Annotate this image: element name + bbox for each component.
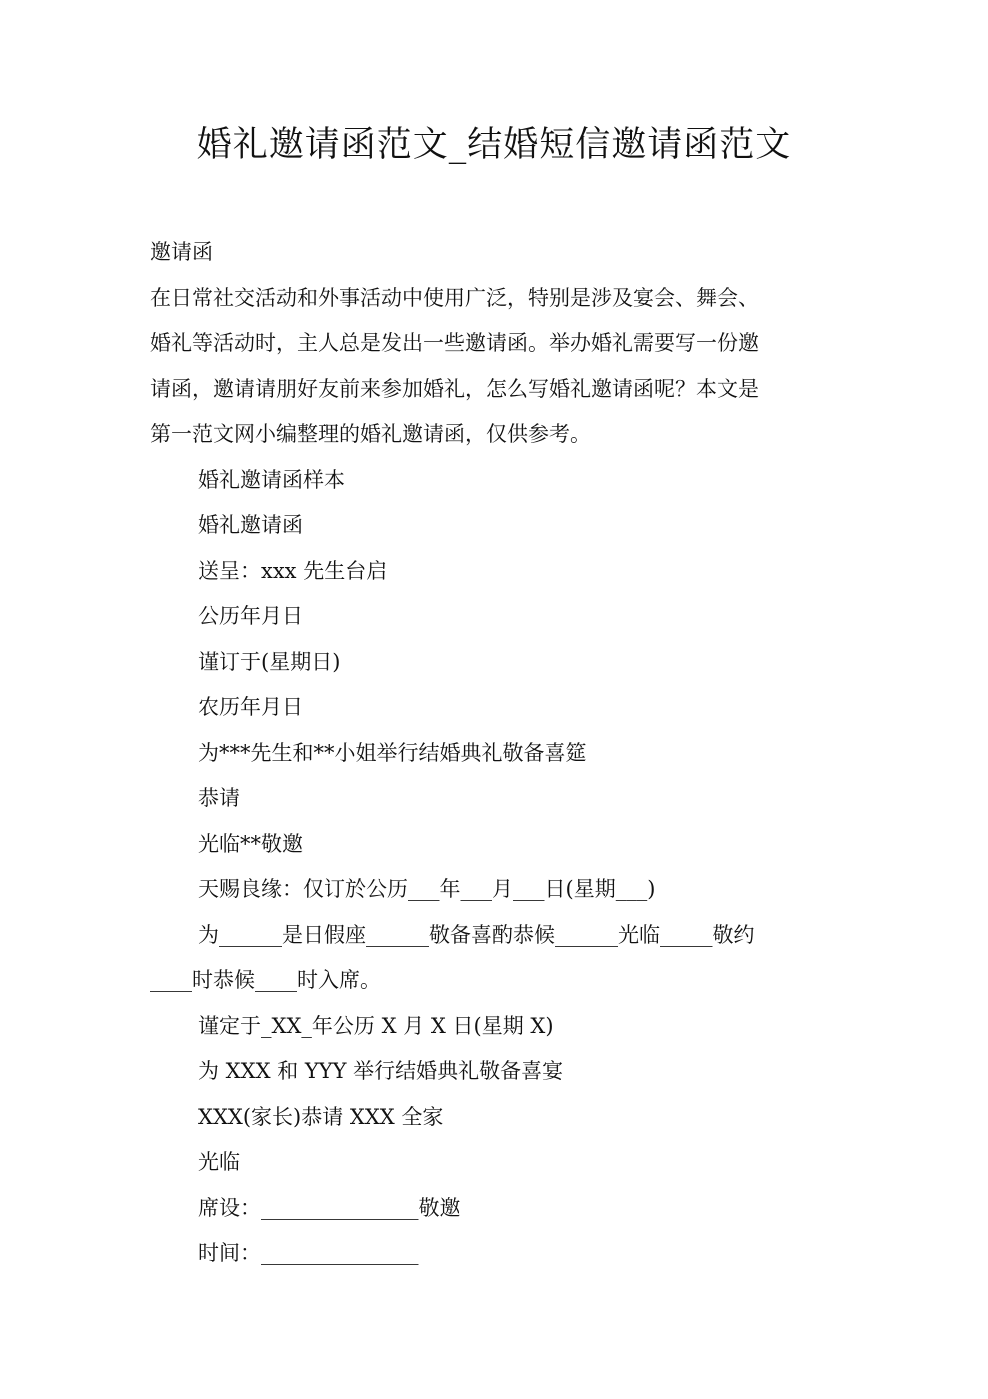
intro-line-2: 婚礼等活动时，主人总是发出一些邀请函。举办婚礼需要写一份邀 xyxy=(150,331,759,355)
intro-line-1: 在日常社交活动和外事活动中使用广泛，特别是涉及宴会、舞会、 xyxy=(150,285,759,310)
invite-line: 恭请 xyxy=(198,786,240,810)
date-template-line: 天赐良缘：仅订於公历___年___月___日(星期___) xyxy=(198,877,656,901)
intro-line-4: 第一范文网小编整理的婚礼邀请函，仅供参考。 xyxy=(150,422,591,446)
lunar-date-line: 农历年月日 xyxy=(198,695,303,719)
intro-line-3: 请函，邀请请朋好友前来参加婚礼，怎么写婚礼邀请函呢？本文是 xyxy=(150,376,759,401)
ceremony-line: 为***先生和**小姐举行结婚典礼敬备喜筵 xyxy=(198,740,587,765)
weekday-line: 谨订于(星期日) xyxy=(198,649,341,674)
invitation-title: 婚礼邀请函 xyxy=(198,513,303,537)
second-presence-line: 光临 xyxy=(198,1150,240,1174)
venue-line: 席设：_______________敬邀 xyxy=(198,1195,461,1220)
recipient-line: 送呈：xxx 先生台启 xyxy=(198,558,388,583)
second-ceremony-line: 为 XXX 和 YYY 举行结婚典礼敬备喜宴 xyxy=(198,1059,564,1083)
section-heading: 邀请函 xyxy=(150,240,213,264)
second-date-line: 谨定于_XX_年公历 X 月 X 日(星期 X) xyxy=(198,1013,554,1038)
venue-template-line-2: ____时恭候____时入席。 xyxy=(150,968,381,992)
sample-heading: 婚礼邀请函样本 xyxy=(198,467,345,492)
time-line: 时间：_______________ xyxy=(198,1241,419,1265)
document-title: 婚礼邀请函范文_结婚短信邀请函范文 xyxy=(196,125,792,165)
presence-line: 光临**敬邀 xyxy=(198,831,303,856)
document-body xyxy=(150,230,830,1277)
host-invite-line: XXX(家长)恭请 XXX 全家 xyxy=(198,1104,444,1129)
venue-template-line-1: 为______是日假座______敬备喜酌恭候______光临_____敬约 xyxy=(198,922,755,947)
gregorian-date-line: 公历年月日 xyxy=(198,604,303,628)
